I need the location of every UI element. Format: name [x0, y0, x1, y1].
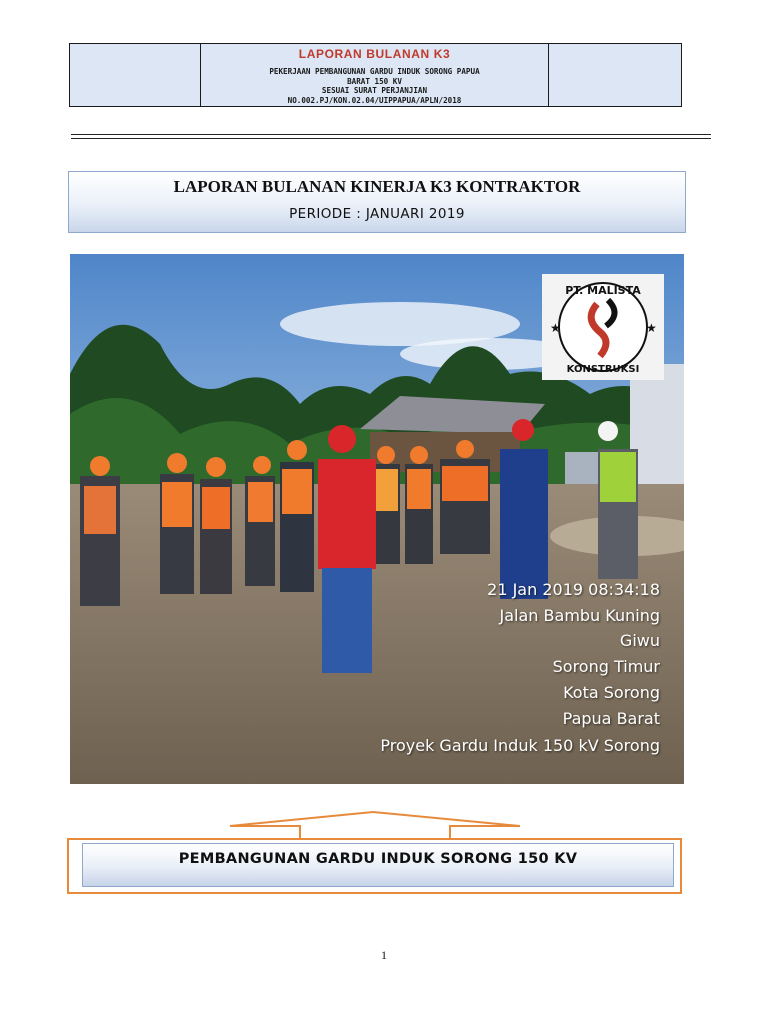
header-line: SESUAI SURAT PERJANJIAN: [321, 86, 428, 95]
photo-location-line: Giwu: [619, 631, 660, 650]
photo-location-line: Jalan Bambu Kuning: [499, 606, 660, 625]
photo-location-line: Papua Barat: [562, 709, 660, 728]
report-title-box: [68, 171, 686, 233]
header-line: PEKERJAAN PEMBANGUNAN GARDU INDUK SORONG PAPUA: [269, 67, 480, 76]
company-logo: [542, 274, 664, 380]
report-period: PERIODE : JANUARI 2019: [289, 206, 465, 222]
header-title: LAPORAN BULANAN K3: [298, 47, 451, 61]
header-table: [69, 43, 682, 107]
report-title: LAPORAN BULANAN KINERJA K3 KONTRAKTOR: [173, 177, 581, 196]
header-left-cell: [70, 44, 201, 106]
company-logo-mark: [542, 274, 664, 380]
banner-text: PEMBANGUNAN GARDU INDUK SORONG 150 KV: [178, 851, 578, 867]
header-middle-cell: [201, 44, 549, 106]
divider-rule: [71, 134, 711, 135]
logo-text-top: PT. MALISTA: [565, 284, 641, 297]
svg-text:★: ★: [646, 321, 657, 335]
page-number: 1: [381, 948, 387, 962]
photo-timestamp: 21 Jan 2019 08:34:18: [487, 580, 660, 599]
photo-location-line: Sorong Timur: [552, 657, 660, 676]
banner-box: [82, 843, 674, 887]
header-right-cell: [549, 44, 681, 106]
svg-text:★: ★: [550, 321, 561, 335]
header-line: NO.002.PJ/KON.02.04/UIPPAPUA/APLN/2018: [287, 95, 462, 105]
site-photo: [70, 254, 684, 784]
header-line: BARAT 150 KV: [347, 76, 402, 86]
photo-project-line: Proyek Gardu Induk 150 kV Sorong: [380, 736, 660, 755]
logo-text-bottom: KONSTRUKSI: [566, 364, 640, 375]
divider-rule: [71, 138, 711, 139]
photo-location-line: Kota Sorong: [563, 683, 660, 702]
